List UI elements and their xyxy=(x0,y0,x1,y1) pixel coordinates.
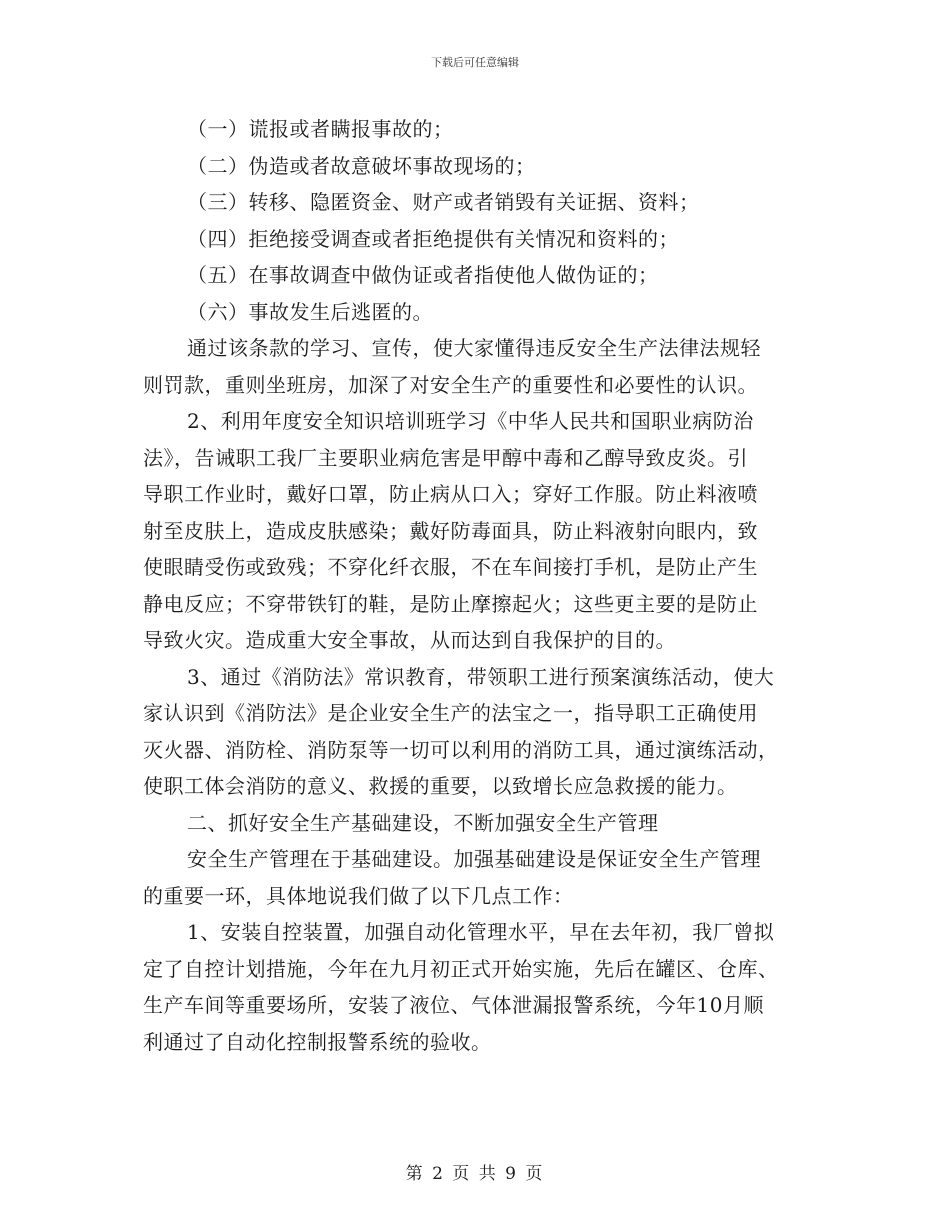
paragraph-line: 通过该条款的学习、宣传，使大家懂得违反安全生产法律法规轻 xyxy=(187,336,761,360)
paragraph-line: 导职工作业时，戴好口罩，防止病从口入；穿好工作服。防止料液喷 xyxy=(143,482,758,506)
list-item: （一）谎报或者瞒报事故的； xyxy=(187,117,454,141)
paragraph-line: 使职工体会消防的意义、救援的重要，以致增长应急救援的能力。 xyxy=(143,774,738,798)
paragraph-line: 1、安装自控装置，加强自动化管理水平，早在去年初，我厂曾拟 xyxy=(187,920,775,944)
paragraph-line: 射至皮肤上，造成皮肤感染；戴好防毒面具，防止料液射向眼内，致 xyxy=(143,518,758,543)
paragraph-line: 利通过了自动化控制报警系统的验收。 xyxy=(143,1029,492,1054)
paragraph-line: 灭火器、消防栓、消防泵等一切可以利用的消防工具，通过演练活动， xyxy=(143,737,779,762)
page-footer: 第 2 页 共 9 页 xyxy=(405,1164,545,1184)
list-item: （二）伪造或者故意破坏事故现场的； xyxy=(187,153,536,178)
paragraph-line: 安全生产管理在于基础建设。加强基础建设是保证安全生产管理 xyxy=(187,847,761,871)
paragraph-line: 静电反应；不穿带铁钉的鞋，是防止摩擦起火；这些更主要的是防止 xyxy=(143,591,758,616)
paragraph-line: 则罚款，重则坐班房，加深了对安全生产的重要性和必要性的认识。 xyxy=(143,372,758,397)
document-body xyxy=(143,111,807,1060)
list-item: （三）转移、隐匿资金、财产或者销毁有关证据、资料； xyxy=(187,190,700,214)
list-item: （五）在事故调查中做伪证或者指使他人做伪证的； xyxy=(187,263,659,287)
paragraph-line: 法》，告诫职工我厂主要职业病危害是甲醇中毒和乙醇导致皮炎。引 xyxy=(143,445,748,470)
paragraph-line: 2、利用年度安全知识培训班学习《中华人民共和国职业病防治 xyxy=(187,409,754,433)
paragraph-line: 使眼睛受伤或致残；不穿化纤衣服，不在车间接打手机，是防止产生 xyxy=(143,555,758,579)
paragraph-line: 导致火灾。造成重大安全事故，从而达到自我保护的目的。 xyxy=(143,628,676,652)
paragraph-line: 的重要一环，具体地说我们做了以下几点工作： xyxy=(143,883,574,908)
paragraph-line: 家认识到《消防法》是企业安全生产的法宝之一，指导职工正确使用 xyxy=(143,701,758,725)
page-header: 下载后可任意编辑 xyxy=(431,56,519,69)
paragraph-line: 定了自控计划措施，今年在九月初正式开始实施，先后在罐区、仓库、 xyxy=(143,956,779,981)
paragraph-line: 3、通过《消防法》常识教育，带领职工进行预案演练活动，使大 xyxy=(187,664,775,689)
list-item: （四）拒绝接受调查或者拒绝提供有关情况和资料的； xyxy=(187,226,679,251)
list-item: （六）事故发生后逃匿的。 xyxy=(187,299,433,324)
paragraph-line: 生产车间等重要场所，安装了液位、气体泄漏报警系统，今年10月顺 xyxy=(143,993,764,1017)
section-heading: 二、抓好安全生产基础建设，不断加强安全生产管理 xyxy=(187,810,659,835)
